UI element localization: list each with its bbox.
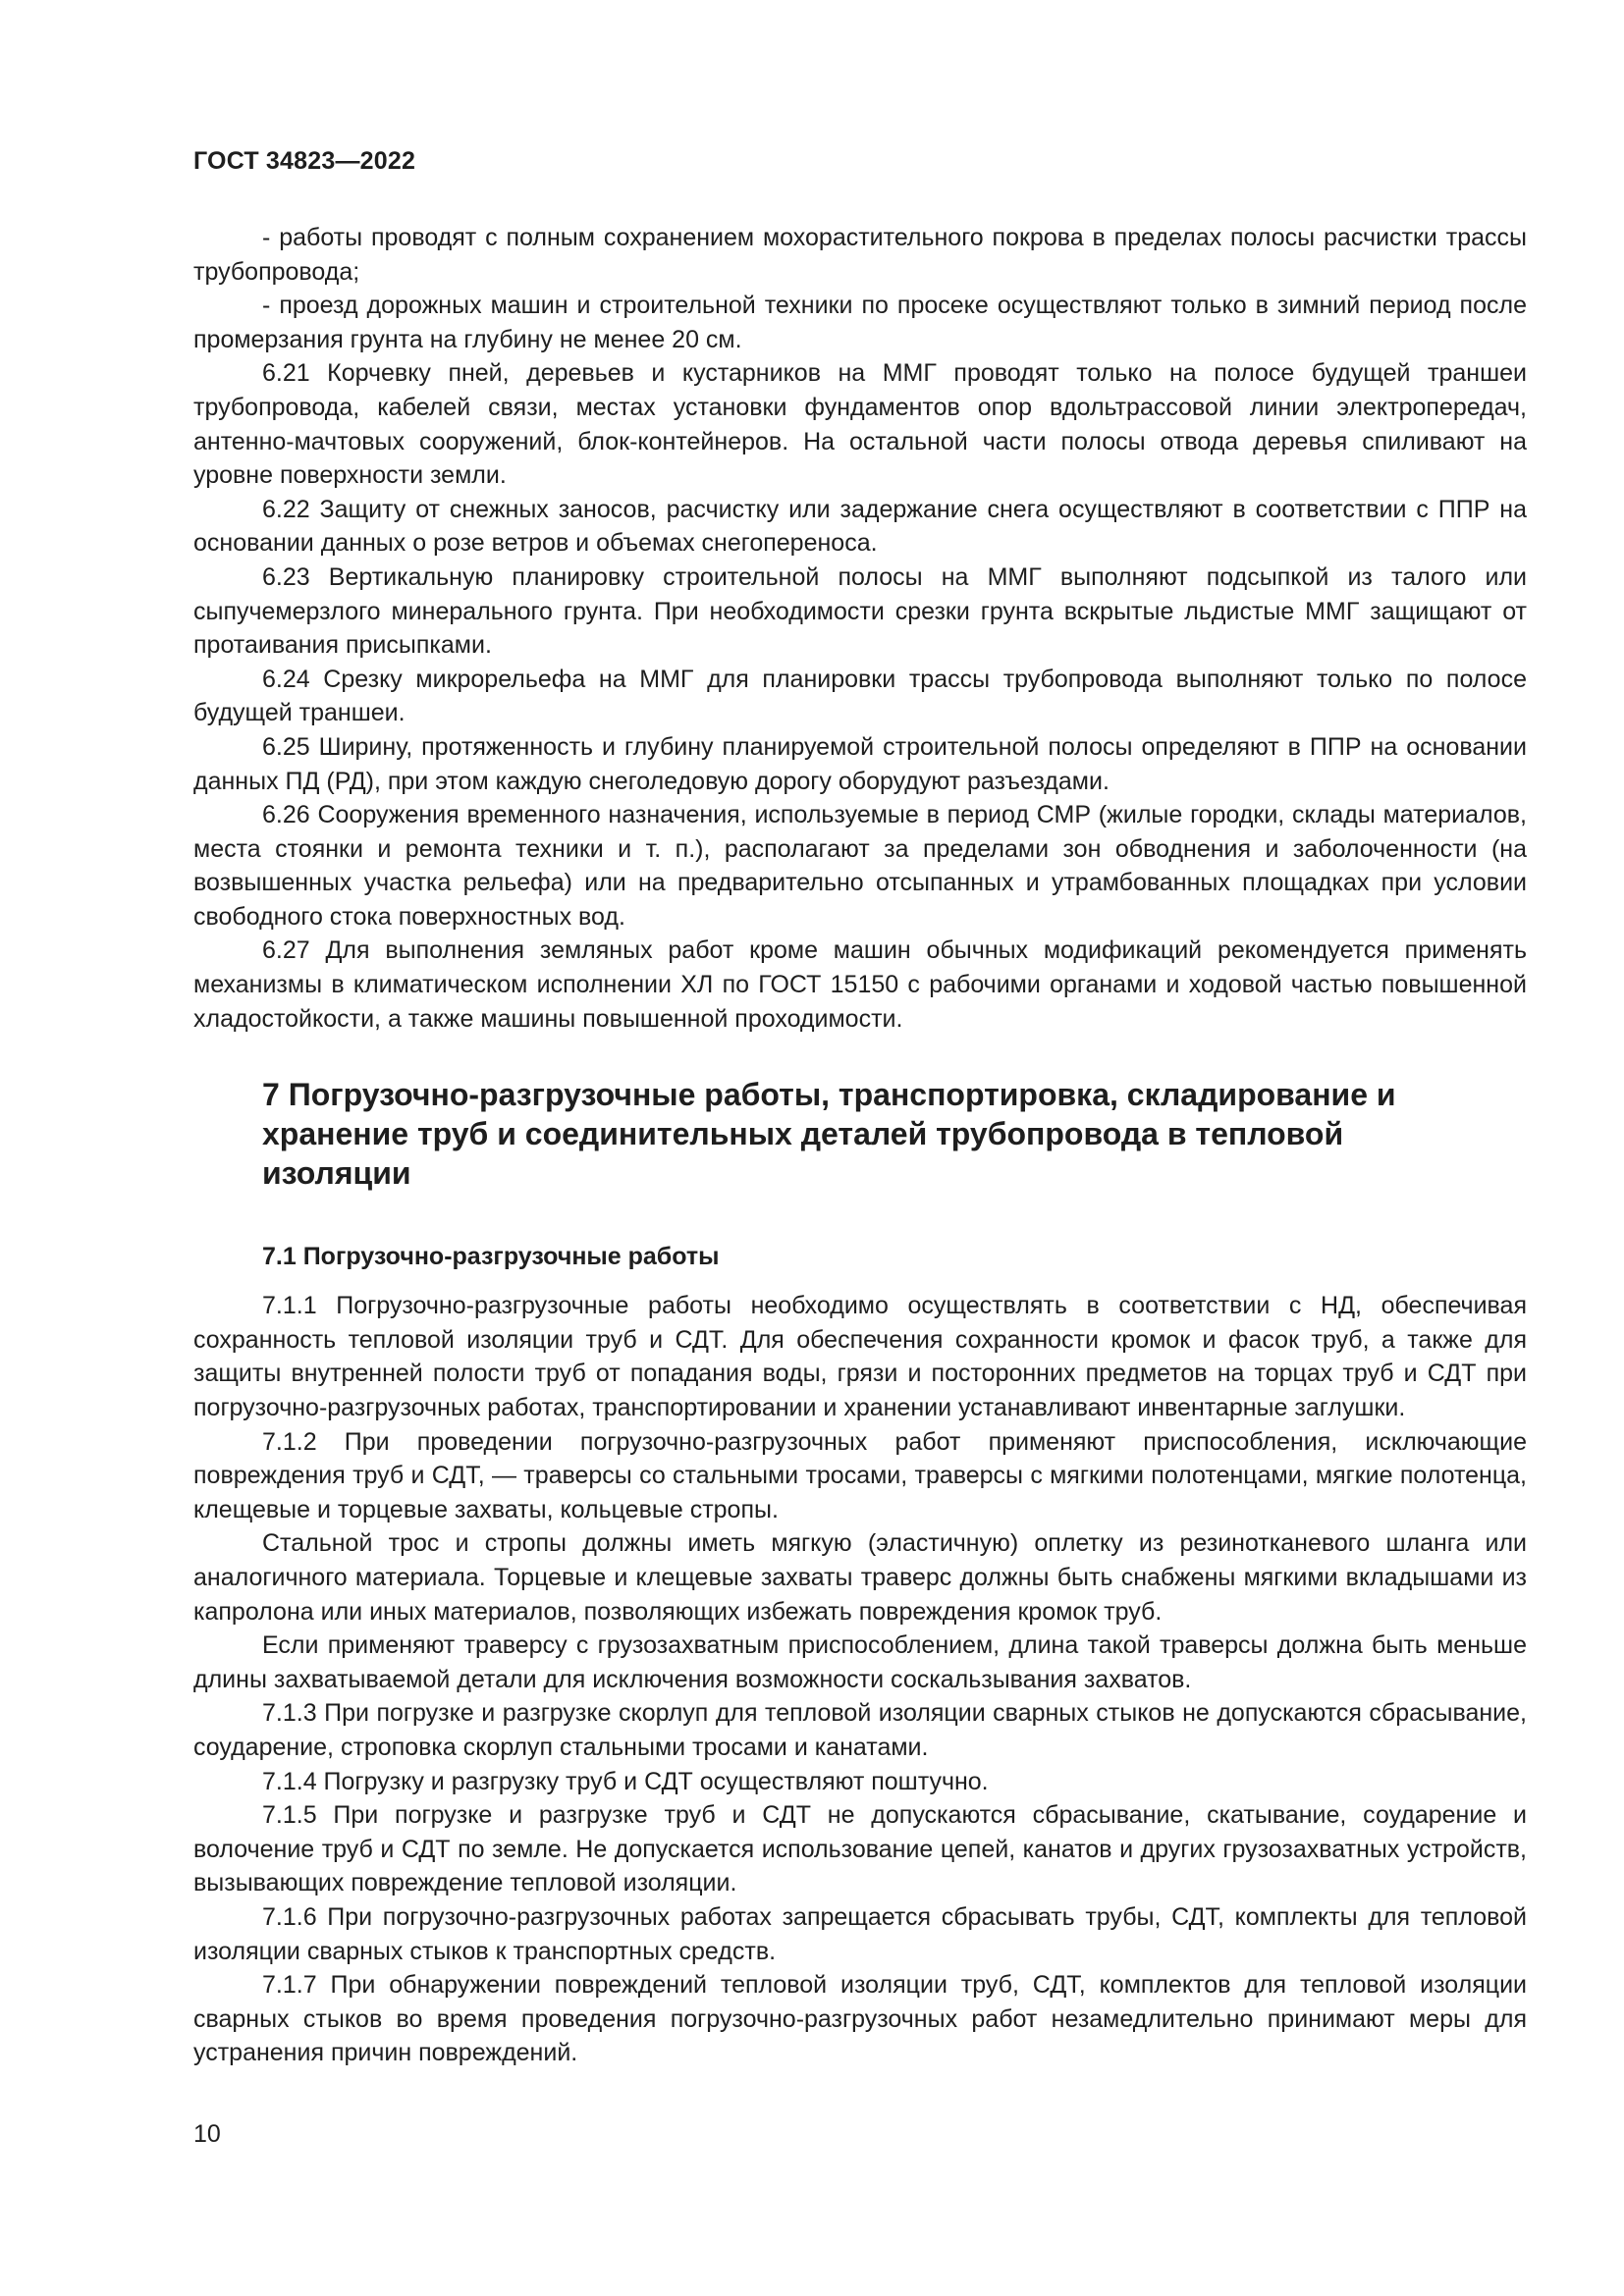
paragraph: Стальной трос и стропы должны иметь мягкую (эластичную) оплетку из резинотканевого шланга или аналогичного материала. Торцевые и клещевые захваты траверс должны быть снабжены мягкими вкладышами из капролона или иных материалов, позволяющих избежать повреждения кромок труб. xyxy=(193,1529,1527,1626)
page-number: 10 xyxy=(193,2120,221,2148)
paragraph: 6.22 Защиту от снежных заносов, расчистку или задержание снега осуществляют в соответствии с ППР на основании данных о розе ветров и объемах снегопереноса. xyxy=(193,495,1527,558)
subsection-title: 7.1 Погрузочно-разгрузочные работы xyxy=(262,1243,720,1271)
paragraph: 6.21 Корчевку пней, деревьев и кустарников на ММГ проводят только на полосе будущей траншеи трубопровода, кабелей связи, местах установки фундаментов опор вдольтрассовой линии электропередач, антенно-мачтовых сооружений, блок-контейнеров. На остальной части полосы отвода деревья спиливают на уровне поверхности земли. xyxy=(193,359,1527,490)
paragraph: 7.1.7 При обнаружении повреждений тепловой изоляции труб, СДТ, комплектов для тепловой изоляции сварных стыков во время проведения погрузочно-разгрузочных работ незамедлительно принимают меры для устранения причин повреждений. xyxy=(193,1971,1527,2067)
paragraph: Если применяют траверсу с грузозахватным приспособлением, длина такой траверсы должна быть меньше длины захватываемой детали для исключения возможности соскальзывания захватов. xyxy=(193,1631,1527,1693)
section-title: 7 Погрузочно-разгрузочные работы, транспортировка, складирование и хранение труб и соединительных деталей трубопровода в тепловой изоляции xyxy=(262,1077,1396,1192)
paragraph: 6.23 Вертикальную планировку строительной полосы на ММГ выполняют подсыпкой из талого или сыпучемерзлого минерального грунта. При необходимости срезки грунта вскрытые льдистые ММГ защищают от протаивания присыпками. xyxy=(193,562,1527,660)
paragraph: 7.1.6 При погрузочно-разгрузочных работах запрещается сбрасывать трубы, СДТ, комплекты для тепловой изоляции сварных стыков к транспортных средств. xyxy=(193,1902,1527,1965)
paragraph: 6.27 Для выполнения земляных работ кроме машин обычных модификаций рекомендуется применять механизмы в климатическом исполнении ХЛ по ГОСТ 15150 с рабочими органами и ходовой частью повышенной хладостойкости, а также машины повышенной проходимости. xyxy=(193,936,1527,1033)
paragraph: 6.26 Сооружения временного назначения, используемые в период СМР (жилые городки, склады материалов, места стоянки и ремонта техники и т. п.), располагают за пределами зон обводнения и заболоченности (на возвышенных участка рельефа) или на предварительно отсыпанных и утрамбованных площадках при условии свободного стока поверхностных вод. xyxy=(193,801,1527,931)
paragraph: - работы проводят с полным сохранением мохорастительного покрова в пределах полосы расчистки трассы трубопровода; xyxy=(193,224,1527,286)
paragraph: 7.1.4 Погрузку и разгрузку труб и СДТ осуществляют поштучно. xyxy=(262,1767,989,1795)
paragraph: 6.24 Срезку микрорельефа на ММГ для планировки трассы трубопровода выполняют только по полосе будущей траншеи. xyxy=(193,665,1527,727)
paragraph: 7.1.2 При проведении погрузочно-разгрузочных работ применяют приспособления, исключающие повреждения труб и СДТ, — траверсы со стальными тросами, траверсы с мягкими полотенцами, мягкие полотенца, клещевые и торцевые захваты, кольцевые стропы. xyxy=(193,1427,1527,1523)
document-body xyxy=(193,221,1527,2070)
paragraph: 6.25 Ширину, протяженность и глубину планируемой строительной полосы определяют в ППР на основании данных ПД (РД), при этом каждую снеголедовую дорогу оборудуют разъездами. xyxy=(193,732,1527,795)
paragraph: - проезд дорожных машин и строительной техники по просеке осуществляют только в зимний период после промерзания грунта на глубину не менее 20 см. xyxy=(193,292,1527,353)
paragraph: 7.1.3 При погрузке и разгрузке скорлуп для тепловой изоляции сварных стыков не допускаются сбрасывание, соударение, строповка скорлуп стальными тросами и канатами. xyxy=(193,1699,1527,1761)
document-header: ГОСТ 34823—2022 xyxy=(193,147,416,175)
paragraph: 7.1.5 При погрузке и разгрузке труб и СДТ не допускаются сбрасывание, скатывание, соударение и волочение труб и СДТ по земле. Не допускается использование цепей, канатов и других грузозахватных устройств, вызывающих повреждение тепловой изоляции. xyxy=(193,1801,1527,1897)
paragraph: 7.1.1 Погрузочно-разгрузочные работы необходимо осуществлять в соответствии с НД, обеспечивая сохранность тепловой изоляции труб и СДТ. Для обеспечения сохранности кромок и фасок труб, а также для защиты внутренней полости труб от попадания воды, грязи и посторонних предметов на торцах труб и СДТ при погрузочно-разгрузочных работах, транспортировании и хранении устанавливают инвентарные заглушки. xyxy=(193,1292,1527,1422)
